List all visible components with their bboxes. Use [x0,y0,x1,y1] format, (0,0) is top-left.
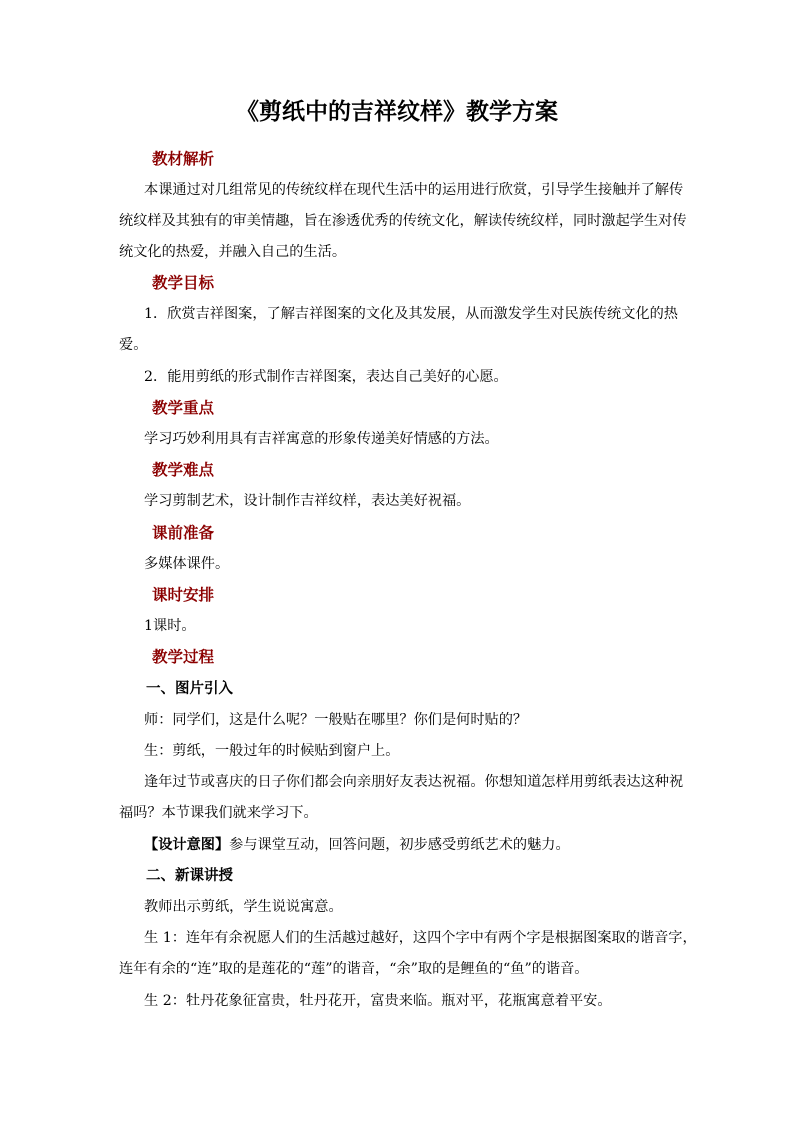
paragraph-line: 逢年过节或喜庆的日子你们都会向亲朋好友表达祝福。你想知道怎样用剪纸表达这种祝 [144,774,684,790]
paragraph-line: 统纹样及其独有的审美情趣，旨在渗透优秀的传统文化，解读传统纹样，同时激起学生对传 [119,213,687,229]
subheading-part2: 二、新课讲授 [146,867,233,884]
paragraph-line: 统文化的热爱，并融入自己的生活。 [119,244,347,260]
paragraph-line: 2．能用剪纸的形式制作吉祥图案，表达自己美好的心愿。 [144,369,508,385]
design-intent-label: 【设计意图】 [144,837,230,853]
heading-process: 教学过程 [152,647,215,666]
paragraph-line: 教师出示剪纸，学生说说寓意。 [144,899,343,915]
heading-objectives: 教学目标 [152,273,215,292]
heading-preparation: 课前准备 [152,523,215,542]
paragraph-line: 福吗？本节课我们就来学习下。 [119,805,318,821]
paragraph-line: 师：同学们，这是什么呢？一般贴在哪里？你们是何时贴的？ [144,712,528,728]
paragraph-line: 学习剪制艺术，设计制作吉祥纹样，表达美好祝福。 [144,493,471,509]
document-title: 《剪纸中的吉祥纹样》教学方案 [236,98,558,125]
design-intent-text: 参与课堂互动，回答问题，初步感受剪纸艺术的魅力。 [229,837,570,853]
heading-analysis: 教材解析 [152,149,215,168]
heading-keypoints: 教学重点 [152,398,215,417]
paragraph-line: 生：剪纸，一般过年的时候贴到窗户上。 [144,743,400,759]
paragraph-line: 爱。 [119,337,148,353]
heading-difficulties: 教学难点 [152,460,215,479]
design-intent-line [144,834,570,856]
paragraph-line: 生 1：连年有余祝愿人们的生活越过越好，这四个字中有两个字是根据图案取的谐音字， [144,930,697,946]
paragraph-line: 本课通过对几组常见的传统纹样在现代生活中的运用进行欣赏，引导学生接触并了解传 [144,182,684,198]
subheading-part1: 一、图片引入 [146,680,233,697]
paragraph-line: 1．欣赏吉祥图案，了解吉祥图案的文化及其发展，从而激发学生对民族传统文化的热 [144,306,678,322]
paragraph-line: 连年有余的“连”取的是莲花的“莲”的谐音，“余”取的是鲤鱼的“鱼”的谐音。 [119,961,589,977]
paragraph-line: 多媒体课件。 [144,556,230,572]
heading-schedule: 课时安排 [152,585,215,604]
paragraph-line: 生 2：牡丹花象征富贵，牡丹花开，富贵来临。瓶对平，花瓶寓意着平安。 [144,993,612,1009]
paragraph-line: 1课时。 [144,618,196,634]
paragraph-line: 学习巧妙利用具有吉祥寓意的形象传递美好情感的方法。 [144,431,499,447]
